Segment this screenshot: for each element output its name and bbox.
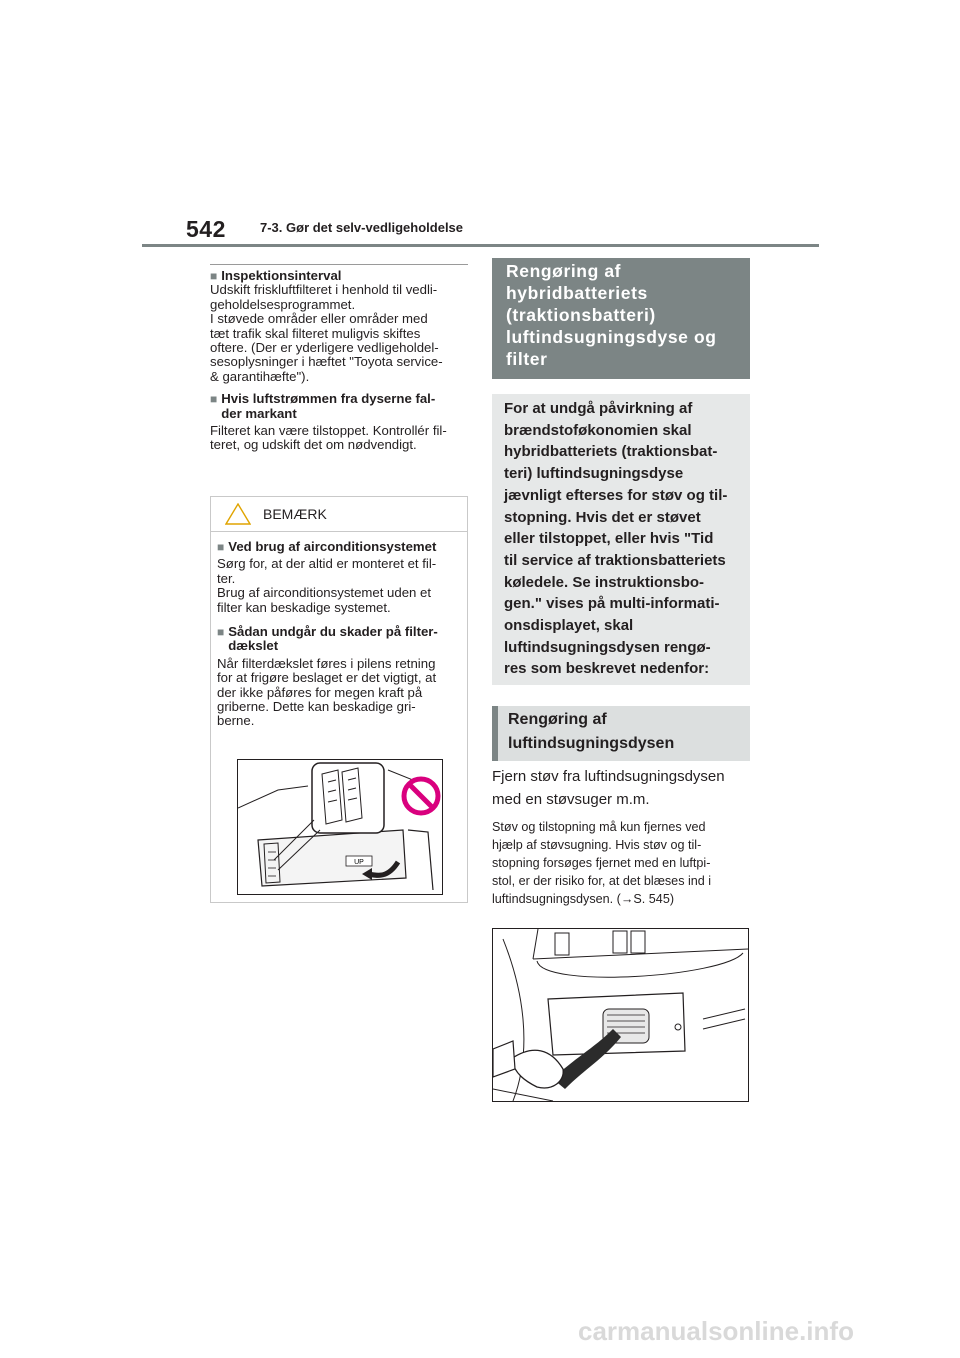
- airflow-body: Filteret kan være tilstoppet. Kontrollér fil- teret, og udskift det om nødvendigt.: [210, 423, 447, 453]
- square-bullet-icon: ■: [210, 269, 218, 283]
- filter-cover-illustration: [237, 759, 443, 895]
- vacuum-cleaning-drawing: [493, 929, 748, 1101]
- left-column: [210, 264, 468, 457]
- step-note: Støv og tilstopning må kun fjernes ved hjælp af støvsugning. Hvis støv og til- stopning forsøges fjernet med en luftpi- stol, er der risiko for, at det blæses ind i luftindsugningsdysen. (→S. 545): [492, 820, 712, 906]
- airflow-heading-text: Hvis luftstrømmen fra dyserne fal- der markant: [221, 391, 436, 421]
- inspection-body: Udskift friskluftfilteret i henhold til vedli- geholdelsesprogrammet. I støvede områder eller områder med tæt trafik skal filteret muligvis skiftes oftere. (Der er yderligere vedligeholdel- sesoplysninger i hæftet "Toyota service- & garantihæfte").: [210, 282, 443, 384]
- notice-item2-heading-text: Sådan undgår du skader på filter- dækslet: [228, 624, 438, 654]
- page-number: 542: [186, 216, 226, 242]
- notice-item1-heading-text: Ved brug af airconditionsystemet: [228, 539, 437, 554]
- vacuum-cleaning-illustration: [492, 928, 749, 1102]
- subsection-heading: [492, 706, 750, 761]
- square-bullet-icon: ■: [210, 392, 218, 407]
- section-heading-hybrid-battery: [492, 258, 750, 379]
- square-bullet-icon: ■: [217, 540, 225, 554]
- notice-item1-heading: [217, 540, 461, 554]
- airflow-heading: [210, 392, 468, 421]
- section-heading-text: Rengøring af hybridbatteriets (traktionsbatteri) luftindsugningsdyse og filter: [506, 261, 717, 369]
- notice-box: [210, 496, 468, 903]
- square-bullet-icon: ■: [217, 625, 225, 640]
- notice-header: [211, 497, 467, 532]
- notice-title: BEMÆRK: [263, 506, 327, 522]
- section-header-title: 7-3. Gør det selv-vedligeholdelse: [260, 220, 464, 235]
- inspection-heading-text: Inspektionsinterval: [221, 268, 342, 283]
- watermark: carmanualsonline.info: [578, 1316, 854, 1346]
- prohibited-icon: [404, 779, 438, 813]
- column-top-rule: [210, 264, 468, 265]
- notice-item2-body: Når filterdækslet føres i pilens retning for at frigøre beslaget er det vigtigt, at der ikke påføres for megen kraft på griberne. Dette kan beskadige gri- berne.: [217, 655, 437, 729]
- warning-triangle-icon: [225, 503, 251, 525]
- subsection-heading-text: Rengøring af luftindsugningsdysen: [508, 711, 675, 752]
- notice-item1-body: Sørg for, at der altid er monteret et fil- ter. Brug af airconditionsystemet uden et filter kan beskadige systemet.: [217, 556, 437, 615]
- notice-body: [211, 532, 467, 729]
- intro-text: For at undgå påvirkning af brændstoføkonomien skal hybridbatteriets (traktionsbat- teri) luftindsugningsdyse jævnligt efterses for støv og til- stopning. Hvis det er støvet eller tilstoppet, eller hvis "Tid til service af traktionsbatteriets køledele. Se instruktionsbo- gen." vises på multi-informati- onsdisplayet, skal luftindsugningsdysen rengø- res som beskrevet nedenfor:: [504, 400, 728, 678]
- inspection-heading: [210, 269, 468, 283]
- filter-cover-drawing: [238, 760, 442, 894]
- intro-box: [492, 394, 750, 685]
- step-text: Fjern støv fra luftindsugningsdysen med en støvsuger m.m.: [492, 768, 725, 808]
- notice-item2-heading: [217, 625, 461, 654]
- up-label: UP: [354, 859, 364, 866]
- header-divider: [142, 244, 819, 247]
